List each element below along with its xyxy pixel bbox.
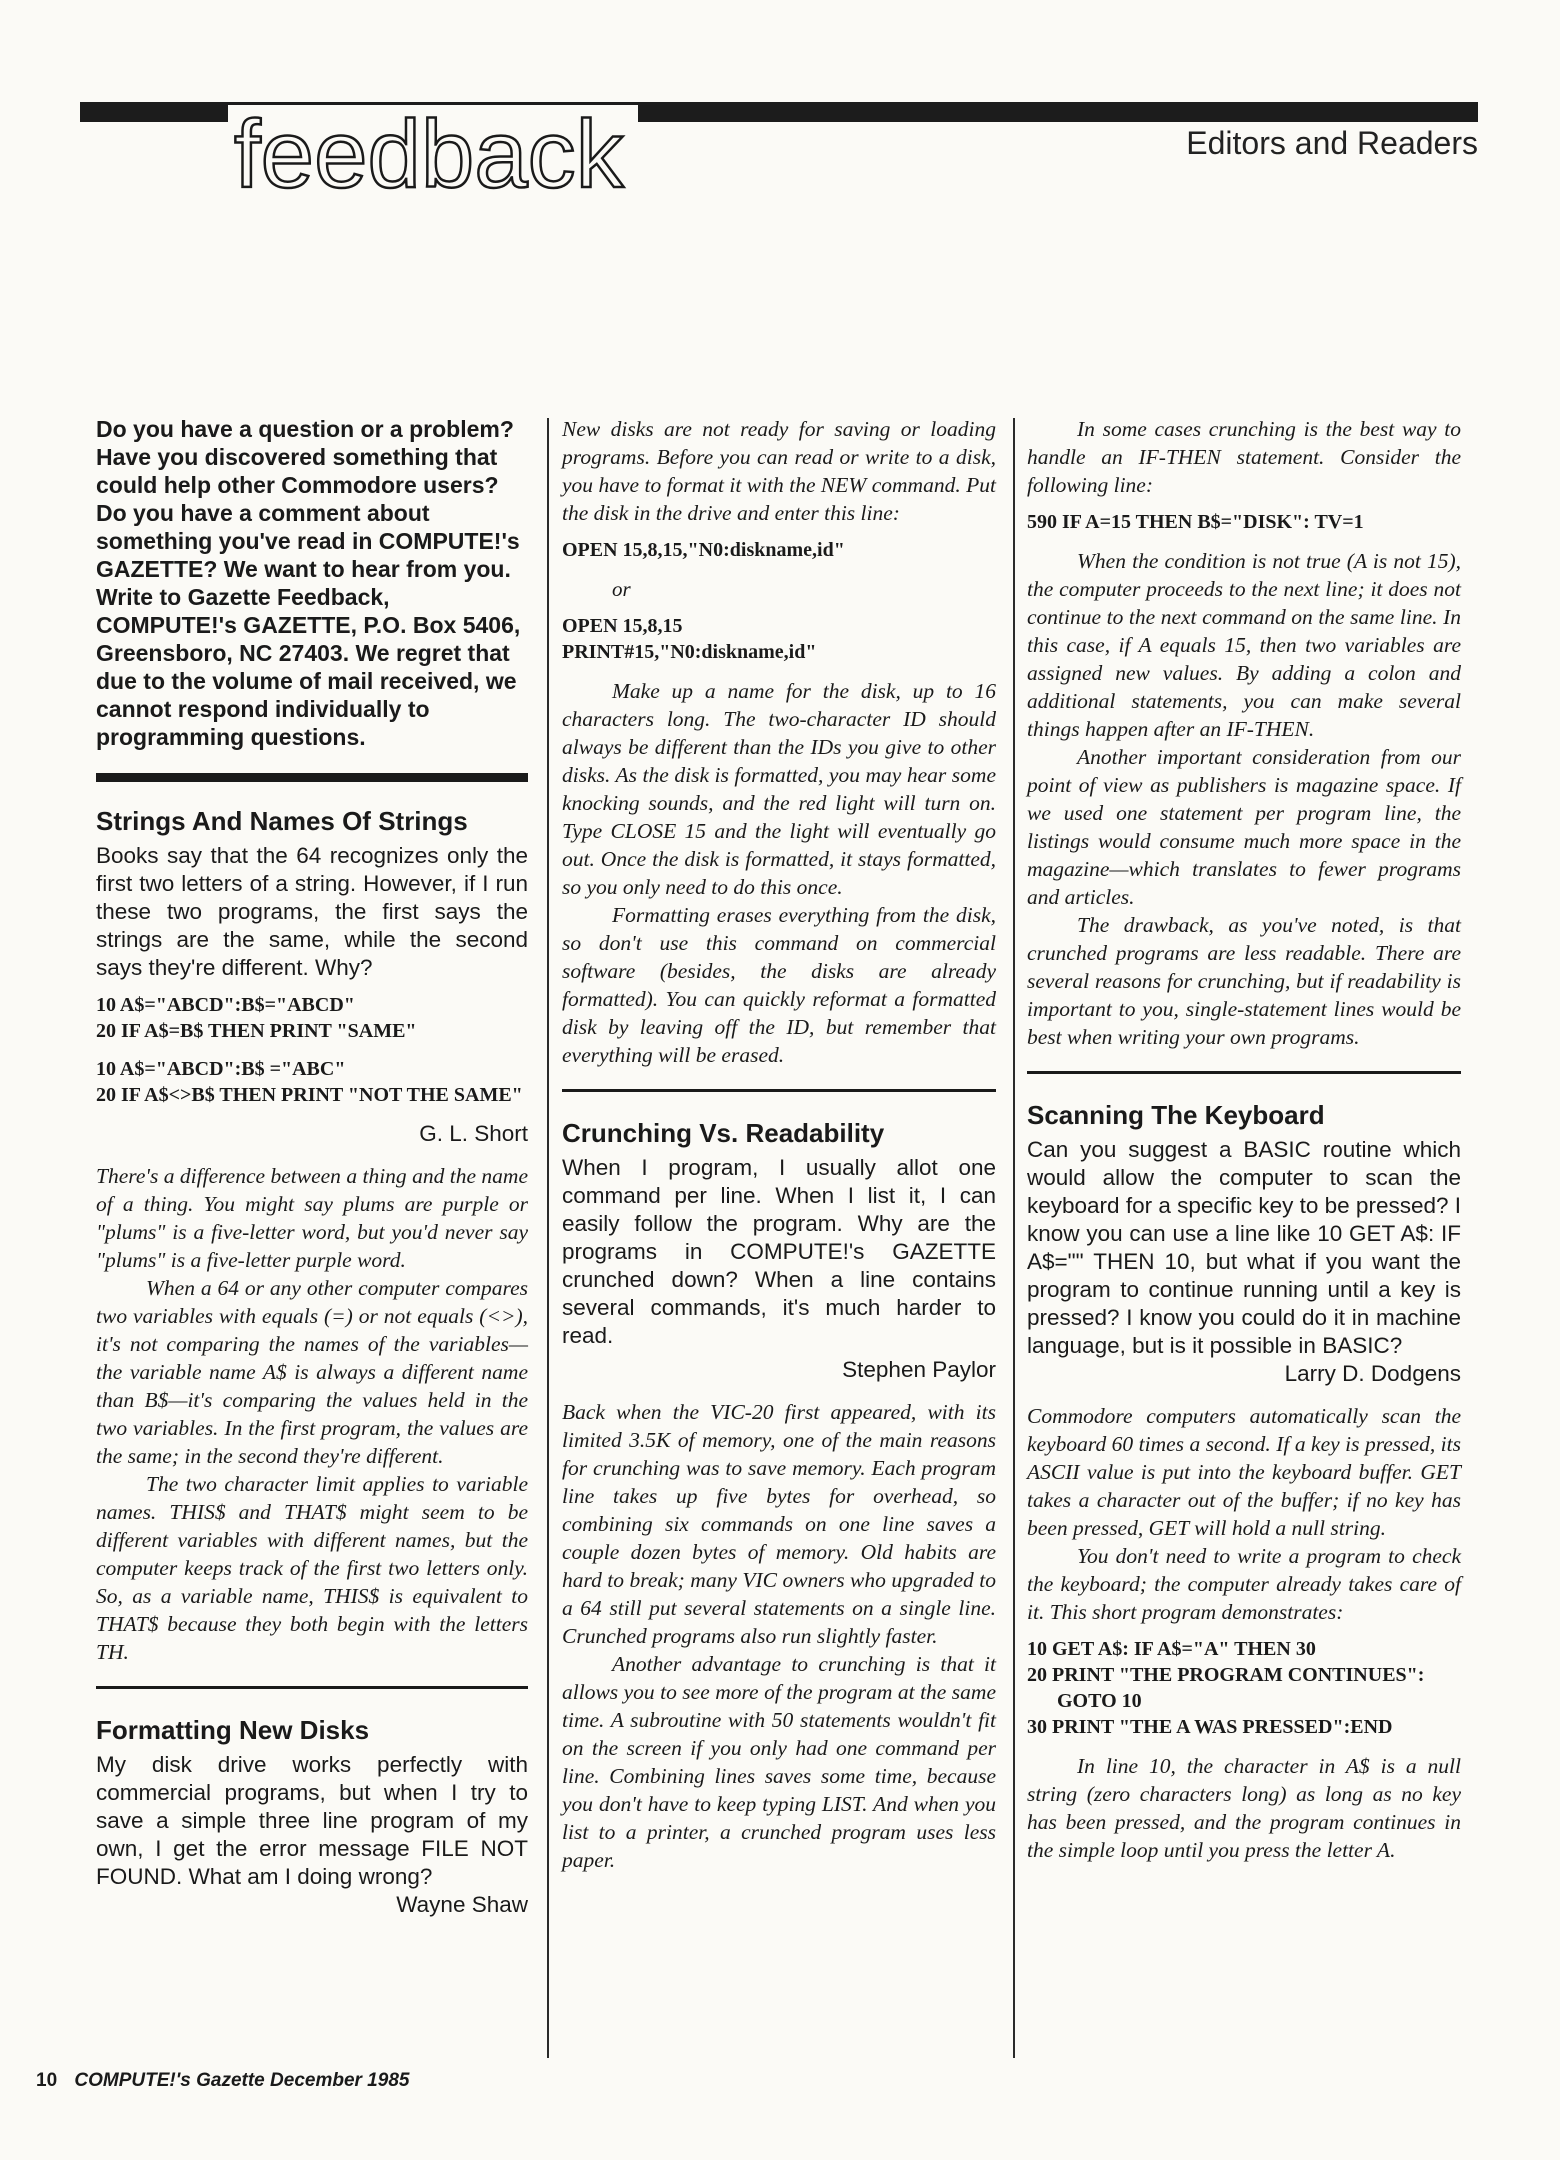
editor-response: Commodore computers automatically scan the keyboard 60 times a second. If a key is pressed, its ASCII value is put into the keyboard buffer. GET takes a character out of the buffer; if no key has been pressed, GET will hold a null string. [1027,1404,1461,1540]
publication-info: COMPUTE!'s Gazette December 1985 [74,2070,410,2091]
code-listing: OPEN 15,8,15 PRINT#15,"N0:diskname,id" [562,615,817,663]
column-divider [547,418,549,2058]
editor-response: Another important consideration from our point of view as publishers is magazine space. If we used one statement per program line, the listings would consume much more space in the magazine—which translates to fewer programs and articles. [1027,745,1461,909]
editor-response: The drawback, as you've noted, is that crunched programs are less readable. There are several reasons for crunching, but if readability is important to you, single-statement lines would be best when writing your own programs. [1027,913,1461,1049]
column-1 [96,415,528,1933]
signature: G. L. Short [419,1121,528,1146]
editor-response: Formatting erases everything from the disk, so don't use this command on commercial software (besides, the disks are already formatted). You can quickly reformat a formatted disk by leaving off the ID, but remember that everything will be erased. [562,903,996,1067]
editor-response: In some cases crunching is the best way to handle an IF-THEN statement. Consider the following line: [1027,417,1461,497]
reader-letter: When I program, I usually allot one command per line. When I list it, I can easily follow the program. Why are the programs in COMPUTE!'s GAZETTE crunched down? When a line contains several commands, it's much harder to read. [562,1155,996,1348]
column-3 [1027,415,1461,1864]
divider [96,1686,528,1689]
code-listing: 590 IF A=15 THEN B$="DISK": TV=1 [1027,511,1364,533]
editor-response: When a 64 or any other computer compares two variables with equals (=) or not equals (<>), it's not comparing the names of the variables—the variable name A$ is always a different name than B$—it's comparing the values held in the two variables. In the first program, the values are the same; in the second they're different. [96,1276,528,1468]
page-number: 10 [36,2070,58,2091]
reader-letter: My disk drive works perfectly with commercial programs, but when I try to save a simple three line program of my own, I get the error message FILE NOT FOUND. What am I doing wrong? [96,1752,528,1889]
editor-response: There's a difference between a thing and the name of a thing. You might say plums are purple or "plums" is a five-letter word, but you'd never say "plums" is a five-letter purple word. [96,1164,528,1272]
feedback-logo [228,101,638,208]
divider [1027,1071,1461,1074]
article-title: Scanning The Keyboard [1027,1100,1325,1130]
divider [96,773,528,782]
intro-text: Do you have a question or a problem? Have you discovered something that could help other Commodore users? Do you have a comment about something you've read in COMPUTE!'s GAZETTE? We want to hear from you. Write to Gazette Feedback, COMPUTE!'s GAZETTE, P.O. Box 5406, Greensboro, NC 27403. We regret that due to the volume of mail received, we cannot respond individually to programming questions. [96,416,521,750]
code-listing: 10 A$="ABCD":B$ ="ABC" 20 IF A$<>B$ THEN PRINT "NOT THE SAME" [96,1058,523,1106]
editor-response: Back when the VIC-20 first appeared, with its limited 3.5K of memory, one of the main reasons for crunching was to save memory. Each program line takes up five bytes for overhead, so combining six commands on one line saves a couple dozen bytes of memory. Old habits are hard to break; many VIC owners who upgraded to a 64 still put several statements on a single line. Crunched programs also run slightly faster. [562,1400,996,1648]
code-listing: 10 GET A$: IF A$="A" THEN 30 20 PRINT "THE PROGRAM CONTINUES": GOTO 10 30 PRINT "THE A WAS PRESSED":END [1027,1638,1425,1738]
reader-letter: Books say that the 64 recognizes only the first two letters of a string. However, if I run these two programs, the first says the strings are the same, while the second says they're different. Why? [96,843,528,980]
article-title: Crunching Vs. Readability [562,1118,885,1148]
article-title: Strings And Names Of Strings [96,806,468,836]
svg-text:feedback: feedback [234,101,624,208]
article-title: Formatting New Disks [96,1715,370,1745]
editor-response: In line 10, the character in A$ is a null string (zero characters long) as long as no key has been pressed, and the program continues in the simple loop until you press the letter A. [1027,1754,1461,1862]
page-footer [36,2070,409,2092]
column-2 [562,415,996,1874]
reader-letter: Can you suggest a BASIC routine which would allow the computer to scan the keyboard for a specific key to be pressed? I know you can use a line like 10 GET A$: IF A$="" THEN 10, but what if you want the program to continue running until a key is pressed? I know you could do it in machine language, but is it possible in BASIC? [1027,1137,1461,1358]
code-listing: OPEN 15,8,15,"N0:diskname,id" [562,539,845,561]
column-divider [1013,418,1015,2058]
editor-response: When the condition is not true (A is not 15), the computer proceeds to the next line; it does not continue to the next command on the same line. In this case, if A equals 15, then two variables are assigned new values. By adding a colon and additional statements, you can make several things happen after an IF-THEN. [1027,549,1461,741]
or-text: or [612,577,631,601]
signature: Stephen Paylor [842,1357,996,1382]
editor-response: The two character limit applies to variable names. THIS$ and THAT$ might seem to be different variables with different names, but the computer keeps track of the first two letters only. So, as a variable name, THIS$ is equivalent to THAT$ because they both begin with the letters TH. [96,1472,528,1664]
editor-response: New disks are not ready for saving or loading programs. Before you can read or write to a disk, you have to format it with the NEW command. Put the disk in the drive and enter this line: [562,417,996,525]
editor-response: Another advantage to crunching is that it allows you to see more of the program at the same time. A subroutine with 50 statements wouldn't fit on the screen if you only had one command per line. Combining lines saves some time, because you don't have to keep typing LIST. And when you list to a printer, a crunched program uses less paper. [562,1652,996,1872]
editor-response: Make up a name for the disk, up to 16 characters long. The two-character ID should always be different than the IDs you give to other disks. As the disk is formatted, you may hear some knocking sounds, and the red light will turn on. Type CLOSE 15 and the light will eventually go out. Once the disk is formatted, it stays formatted, so you only need to do this once. [562,679,996,899]
divider [562,1089,996,1092]
signature: Larry D. Dodgens [1284,1361,1461,1386]
logo-outline-text [234,99,634,209]
signature: Wayne Shaw [396,1892,528,1917]
editor-response: You don't need to write a program to check the keyboard; the computer already takes care of it. This short program demonstrates: [1027,1544,1461,1624]
section-label: Editors and Readers [1186,125,1478,161]
code-listing: 10 A$="ABCD":B$="ABCD" 20 IF A$=B$ THEN PRINT "SAME" [96,994,417,1042]
